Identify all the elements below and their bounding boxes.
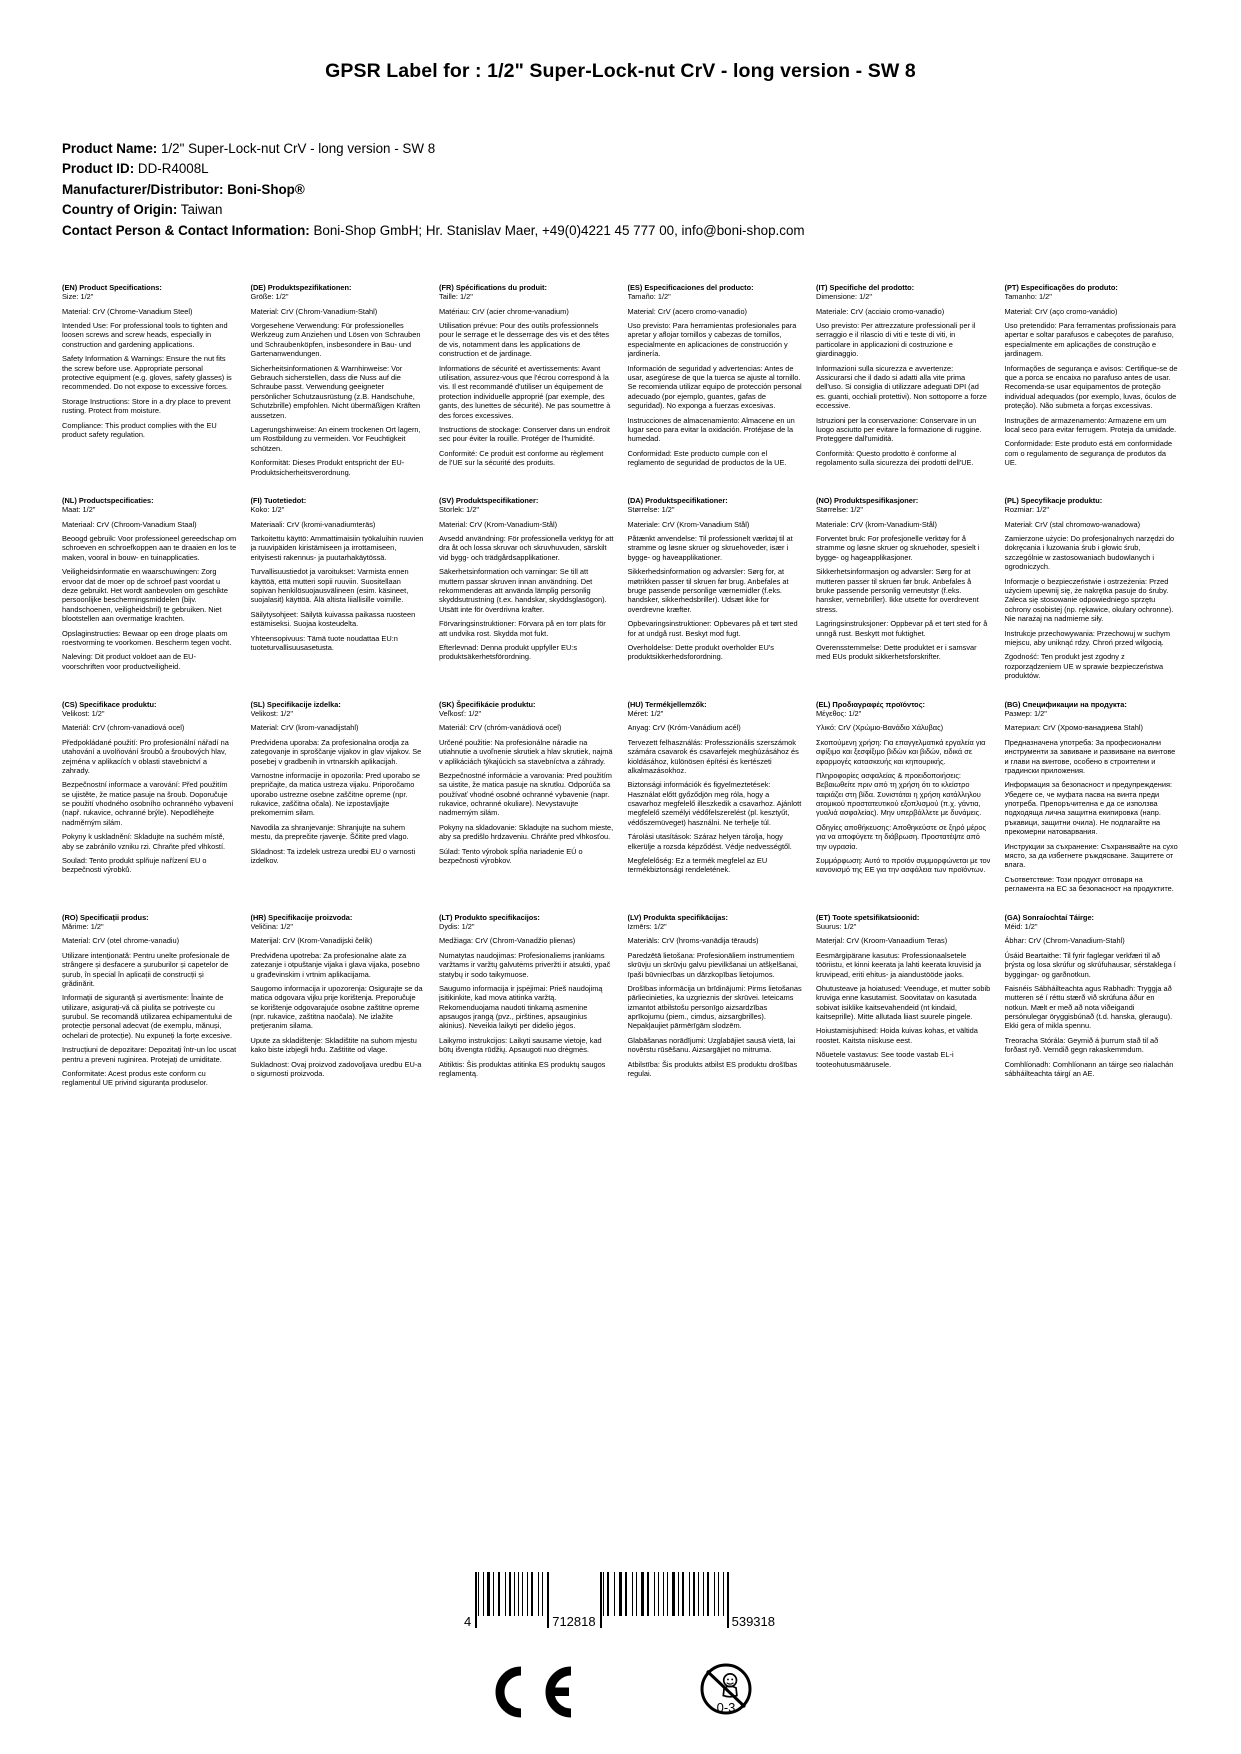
spec-paragraph: Material: CrV (otel chrome-vanadiu) (62, 936, 180, 946)
spec-paragraph: Размер: 1/2" (1004, 708, 1047, 718)
spec-paragraph: Информация за безопасност и предупреждения: Убедете се, че муфата пасва на винта преди употреба. Препоръчителна е да се използва подходяща лична защитна екипировка (напр. ръкавици, защитни очила). Не подлагайте на прекомерни натоварвания. (1004, 780, 1173, 837)
spec-block-header: (FR) Spécifications du produit: (439, 282, 547, 292)
spec-paragraph: Overholdelse: Dette produkt overholder EU's produktsikkerhedsforordning. (627, 642, 774, 662)
spec-paragraph: Uso pretendido: Para ferramentas profissionais para apertar e soltar parafusos e cabeçotes de parafuso, especialmente em aplicações de construção e jardinagem. (1004, 321, 1176, 359)
spec-block (251, 913, 426, 1107)
spec-block (62, 496, 237, 700)
age-label: 0-3 (716, 1700, 735, 1715)
spec-paragraph: Atbilstība: Šis produkts atbilst ES produktu drošības regulai. (627, 1059, 798, 1079)
spec-block-header: (ET) Toote spetsifikatsioonid: (816, 912, 920, 922)
spec-paragraph: Koko: 1/2" (250, 505, 285, 515)
spec-block-header: (GA) Sonraíochtaí Táirge: (1004, 912, 1095, 922)
spec-paragraph: Utilisation prévue: Pour des outils professionnels pour le serrage et le desserrage des vis et des têtes de vis, notamment dans les applications de construction et de jardinage. (439, 321, 610, 359)
spec-paragraph: Material: CrV (krom-vanadijstahl) (250, 723, 359, 733)
spec-paragraph: Sikkerhetsinformasjon og advarsler: Sørg for at mutteren passer til skruen før bruk. Anbefales å bruke passende personlig verneutstyr (f.eks. hansker, vernebriller). Ikke utsette for overdrevent stress. (816, 567, 979, 614)
spec-paragraph: Materiaal: CrV (Chroom-Vanadium Staal) (62, 519, 197, 529)
spec-paragraph: Naleving: Dit product voldoet aan de EU-voorschriften voor productveiligheid. (62, 652, 196, 671)
spec-paragraph: Säkerhetsinformation och varningar: Se till att muttern passar skruven innan användning. Det rekommenderas att använda lämplig personlig skyddsutrustning (t.ex. handskar, skyddsglasögon). Utsätt inte för överdrivna krafter. (439, 567, 607, 614)
product-id-label: Product ID: (62, 161, 135, 177)
spec-paragraph: Předpokládané použití: Pro profesionální nářadí na utahování a uvolňování šroubů a šroubových hlav, zejména v aplikacích v oblasti stavebnictví a zahrady. (62, 737, 229, 775)
spec-paragraph: Tarkoitettu käyttö: Ammattimaisiin työkaluihin ruuvien ja ruuvipäiden kiristämiseen ja irrottamiseen, erityisesti rakennus- ja puutarhakäytössä. (250, 534, 424, 562)
spec-block (1005, 700, 1180, 913)
spec-paragraph: Saugomo informacija ir upozorenja: Osigurajte se da matica odgovara vijku prije korištenja. Preporučuje se korištenje odgovarajuće osobne zaštitne opreme (npr. rukavice, zaštitna naočala). Ne izlažite pretjeranim silama. (250, 983, 423, 1031)
spec-block (628, 913, 803, 1107)
spec-paragraph: Numatytas naudojimas: Profesionaliems įrankiams varžtams ir varžtų galvutėms priveržti ir atsukti, ypač statybų ir sodo taikymuose. (439, 950, 611, 979)
spec-block-header: (IT) Specifiche del prodotto: (816, 282, 915, 292)
product-name-label: Product Name: (62, 141, 158, 156)
spec-paragraph: Material: CrV (Chrome-Vanadium Steel) (62, 306, 193, 316)
spec-block-header: (DA) Produktspecifikationer: (627, 495, 728, 505)
spec-paragraph: Σκοπούμενη χρήση: Για επαγγελματικά εργαλεία για σφίξιμο και ξεσφίξιμο βιδών και βιδών, ειδικά σε εφαρμογές κατασκευής και κηπουρικής. (816, 737, 986, 766)
spec-paragraph: Storlek: 1/2" (439, 505, 480, 515)
spec-paragraph: Laikymo instrukcijos: Laikyti sausame vietoje, kad būtų išvengta rūdžių. Apsaugoti nuo drėgmės. (439, 1035, 602, 1055)
spec-block-header: (PL) Specyfikacje produktu: (1004, 495, 1103, 505)
spec-paragraph: Conformità: Questo prodotto è conforme al regolamento sulla sicurezza dei prodotti dell'UE. (816, 448, 974, 468)
spec-paragraph: Matériau: CrV (acier chrome-vanadium) (439, 306, 569, 316)
barcode-group-right: 539318 (731, 1614, 775, 1629)
spec-paragraph: Материал: CrV (Хромо-ванадиева Stahl) (1004, 723, 1143, 733)
spec-paragraph: Size: 1/2" (62, 292, 94, 302)
barcode-lead-digit: 4 (463, 1614, 472, 1629)
barcode-area (0, 1570, 1241, 1628)
spec-paragraph: Materiaali: CrV (kromi-vanadiumteräs) (250, 519, 376, 529)
spec-paragraph: Skladnost: Ta izdelek ustreza uredbi EU o varnosti izdelkov. (250, 846, 416, 866)
spec-paragraph: Tárolási utasítások: Száraz helyen tárolja, hogy elkerülje a rozsda képződést. Védje nedvességtől. (627, 832, 792, 851)
spec-paragraph: Avsedd användning: För professionella verktyg för att dra åt och lossa skruvar och skruvhuvuden, särskilt vid bygg- och trädgårdsapplikationer. (439, 534, 614, 562)
spec-paragraph: Hoiustamisjuhised: Hoida kuivas kohas, et vältida roostet. Kaitsta niiskuse eest. (816, 1026, 978, 1045)
meta-row-country (62, 200, 1179, 220)
spec-block-header: (SK) Špecifikácie produktu: (439, 699, 536, 709)
spec-block-header: (EL) Προδιαγραφές προϊόντος: (816, 699, 926, 709)
spec-paragraph: Turvallisuustiedot ja varoitukset: Varmista ennen käyttöä, että mutteri sopii ruuviin. Suositellaan sopivan henkilösuojausvälineen (esim. käsineet, suojalasit) käyttöä. Älä altista liiallisille voimille. (250, 567, 409, 605)
spec-paragraph: Πληροφορίες ασφαλείας & προειδοποιήσεις: Βεβαιωθείτε πριν από τη χρήση ότι το κλείστρο ταιριάζει στη βίδα. Συνιστάται η χρήση κατάλληλου ατομικού προστατευτικού εξοπλισμού (π.χ. γάντια, γυαλιά ασφαλείας). Μην υπερβάλλετε με δυνάμεις. (816, 770, 982, 818)
spec-paragraph: Materiale: CrV (Krom-Vanadium Stål) (627, 519, 750, 529)
spec-paragraph: Conformitate: Acest produs este conform cu reglamentul UE privind siguranța produselor. (62, 1069, 208, 1088)
spec-paragraph: Material: CrV (acero cromo-vanadio) (627, 306, 748, 316)
country-value: Taiwan (180, 202, 223, 218)
spec-paragraph: Instrucciones de almacenamiento: Almacene en un lugar seco para evitar la oxidación. Protéjase de la humedad. (627, 415, 795, 444)
spec-block-header: (NO) Produktspesifikasjoner: (816, 495, 919, 505)
spec-block (1005, 913, 1180, 1107)
spec-paragraph: Informations de sécurité et avertissements: Avant utilisation, assurez-vous que l'écrou correspond à la vis. Il est recommandé d'utiliser un équipement de protection individuelle approprié (par exemple, des gants, des lunettes de sécurité). Ne pas soumettre à des forces excessives. (439, 363, 611, 420)
spec-paragraph: Størrelse: 1/2" (627, 505, 675, 515)
spec-block (1005, 283, 1180, 496)
spec-paragraph: Οδηγίες αποθήκευσης: Αποθηκεύστε σε ξηρό μέρος για να αποφύγετε τη διάβρωση. Προστατέψτε από την υγρασία. (816, 822, 987, 851)
spec-paragraph: Bezpečnostné informácie a varovania: Pred použitím sa uistite, že matica pasuje na skrutku. Odporúča sa používať vhodné osobné ochranné vybavenie (napr. rukavice, ochranné okuliare). Nevystavujte nadmerným silám. (439, 770, 612, 818)
spec-paragraph: Materijal: CrV (Krom-Vanadijski čelik) (250, 936, 373, 946)
spec-paragraph: Nõuetele vastavus: See toode vastab EL-i tooteohutusmäärusele. (816, 1050, 954, 1069)
spec-paragraph: Varnostne informacije in opozorila: Pred uporabo se prepričajte, da matica ustreza vijaku. Priporočamo uporabo ustrezne osebne zaščitne opreme (npr. rukavice, zaščitna očala). Ne izpostavljajte prekomernim silam. (250, 770, 421, 818)
spec-paragraph: Størrelse: 1/2" (816, 505, 863, 515)
spec-paragraph: Treoracha Stórála: Geymið á þurrum stað til að forðast ryð. Verndið gegn rakaskemmdum. (1004, 1035, 1159, 1055)
spec-paragraph: Beoogd gebruik: Voor professioneel gereedschap om schroeven en schroefkoppen aan te draaien en los te maken, vooral in bouw- en tuinapplicaties. (62, 534, 237, 562)
spec-paragraph: Uso previsto: Per attrezzature professionali per il serraggio e il rilascio di viti e teste di viti, in particolare in applicazioni di costruzione e giardinaggio. (816, 321, 976, 359)
spec-paragraph: Lagerungshinweise: An einem trockenen Ort lagern, um Rostbildung zu vermeiden. Vor Feuchtigkeit schützen. (250, 424, 421, 453)
spec-paragraph: Yhteensopivuus: Tämä tuote noudattaa EU:n tuoteturvallisuusasetusta. (250, 633, 398, 652)
spec-paragraph: Forventet bruk: For profesjonelle verktøy for å stramme og løsne skruer og skruehoder, spesielt i bygge- og hageapplikasjoner. (816, 534, 980, 562)
spec-block-header: (HU) Termékjellemzők: (627, 699, 707, 709)
spec-block-header: (FI) Tuotetiedot: (250, 495, 307, 505)
spec-paragraph: Materiale: CrV (krom-Vanadium-Stål) (816, 519, 938, 529)
product-id-value: DD-R4008L (137, 161, 209, 177)
contact-value: Boni-Shop GmbH; Hr. Stanislav Maer, +49(0)4221 45 777 00, info@boni-shop.com (313, 222, 805, 238)
spec-paragraph: Informações de segurança e avisos: Certifique-se de que a porca se encaixa no parafuso antes de usar. Recomenda-se usar equipamentos de proteção individual adequados (por exemplo, luvas, óculos de proteção). Não submeta a forças excessivas. (1004, 363, 1178, 411)
spec-block-header: (RO) Specificații produs: (62, 912, 149, 922)
spec-paragraph: Informații de siguranță și avertismente: Înainte de utilizare, asigurați-vă că piulița se potrivește cu șurubul. Se recomandă utilizarea echipamentului de protecție personal adecvat (de exemplu, mănuși, ochelari de protecție). Nu expuneți la forțe excesive. (62, 993, 233, 1040)
spec-block (439, 700, 614, 913)
spec-paragraph: Informazioni sulla sicurezza e avvertenze: Assicurarsi che il dado si adatti alla vite prima dell'uso. Si consiglia di utilizzare adeguati DPI (ad es. guanti, occhiali protettivi). Non sottoporre a forze eccessive. (816, 363, 987, 411)
spec-paragraph: Mărime: 1/2" (62, 921, 104, 931)
spec-paragraph: Informacje o bezpieczeństwie i ostrzeżenia: Przed użyciem upewnij się, że nakrętka pasuje do śruby. Zaleca się stosowanie odpowiedniego sprzętu ochrony osobistej (np. rękawice, okulary ochronne). Nie narażaj na nadmierne siły. (1004, 576, 1174, 624)
spec-paragraph: Comhlíonadh: Comhlíonann an táirge seo rialachán sábháilteachta táirgí an AE. (1004, 1059, 1174, 1079)
spec-paragraph: Pokyny k uskladnění: Skladujte na suchém místě, aby se zabránilo vzniku rzi. Chraňte před vlhkostí. (62, 832, 226, 851)
spec-paragraph: Veiligheidsinformatie en waarschuwingen: Zorg ervoor dat de moer op de schroef past voordat u deze gebruikt. Het wordt aanbevolen om geschikte persoonlijke beschermingsmiddelen (bijv. handschoenen, veiligheidsbril) te gebruiken. Niet blootstellen aan overmatige krachten. (62, 567, 228, 624)
product-name-value: 1/2" Super-Lock-nut CrV - long version - SW 8 (160, 141, 436, 156)
spec-paragraph: Predvidena uporaba: Za profesionalna orodja za zategovanje in sproščanje vijakov in glav vijakov. Se posebej v gradbenih in vrtnarskih aplikacijah. (250, 737, 422, 766)
spec-block-header: (LV) Produkta specifikācijas: (627, 912, 728, 922)
spec-paragraph: Instruções de armazenamento: Armazene em um local seco para evitar ferrugem. Proteja da umidade. (1004, 415, 1177, 434)
ean13-barcode (462, 1570, 779, 1628)
spec-block-header: (EN) Product Specifications: (62, 282, 162, 292)
spec-paragraph: Storage Instructions: Store in a dry place to prevent rusting. Protect from moisture. (62, 396, 231, 416)
spec-paragraph: Opbevaringsinstruktioner: Opbevares på et tørt sted for at undgå rust. Beskyt mod fugt. (627, 619, 798, 638)
spec-paragraph: Rozmiar: 1/2" (1004, 505, 1050, 515)
spec-block (439, 496, 614, 700)
spec-paragraph: Μέγεθος: 1/2" (816, 708, 862, 718)
spec-paragraph: Materiāls: CrV (hroms-vanādija tērauds) (627, 936, 759, 946)
spec-paragraph: Opslaginstructies: Bewaar op een droge plaats om roestvorming te voorkomen. Bescherm tegen vocht. (62, 628, 232, 647)
spec-paragraph: Dydis: 1/2" (439, 921, 475, 931)
spec-paragraph: Drošības informācija un brīdinājumi: Pirms lietošanas pārliecinieties, ka uzgrieznis der skrūvei. Ieteicams izmantot atbilstošu personīgo aizsardzības aprīkojumu (piem., cimdus, aizsargbrilles). Nepakļaujiet pārmērīgām slodzēm. (627, 983, 802, 1031)
spec-paragraph: Información de seguridad y advertencias: Antes de usar, asegúrese de que la tuerca se ajuste al tornillo. Se recomienda utilizar equipo de protección personal adecuado (por ejemplo, guantes, gafas de seguridad). No exponga a fuerzas excesivas. (627, 363, 802, 411)
country-label: Country of Origin: (62, 202, 178, 218)
spec-paragraph: Conformidad: Este producto cumple con el reglamento de seguridad de productos de la UE. (627, 448, 787, 468)
spec-block-header: (SL) Specifikacije izdelka: (250, 699, 341, 709)
barcode-group-left: 712818 (552, 1614, 596, 1629)
spec-block (628, 283, 803, 496)
spec-paragraph: Material: CrV (Krom-Vanadium-Stål) (439, 519, 558, 529)
spec-paragraph: Méid: 1/2" (1004, 921, 1038, 931)
page-title: GPSR Label for : 1/2" Super-Lock-nut CrV - long version - SW 8 (325, 60, 916, 82)
spec-block (251, 496, 426, 700)
spec-paragraph: Compliance: This product complies with the EU product safety regulation. (62, 420, 217, 439)
spec-paragraph: Инструкции за съхранение: Съхранявайте на сухо място, за да избегнете ръждясване. Защитете от влага. (1004, 841, 1178, 870)
spec-block-header: (PT) Especificações do produto: (1004, 282, 1118, 292)
spec-paragraph: Saugumo informacija ir įspėjimai: Prieš naudojimą įsitikinkite, kad mova atitinka varžtą. Rekomenduojama naudoti tinkamą asmenine apsaugos įrangą (pvz., pirštines, apsauginius akinius). Neveikia laikyti per didelio jėgos. (439, 983, 603, 1031)
spec-paragraph: Utilizare intenționată: Pentru unelte profesionale de strângere și desfacere a șuruburilor și capetelor de șurub, în special în aplicații de construcții și grădinărit. (62, 950, 230, 988)
spec-block-header: (LT) Produkto specifikacijos: (439, 912, 540, 922)
spec-block-header: (SV) Produktspecifikationer: (439, 495, 539, 505)
spec-paragraph: Συμμόρφωση: Αυτό το προϊόν συμμορφώνεται με τον κανονισμό της ΕΕ για την ασφάλεια των προϊόντων. (816, 856, 991, 875)
spec-block (628, 496, 803, 700)
spec-block (1005, 496, 1180, 700)
spec-paragraph: Intended Use: For professional tools to tighten and loosen screws and screw heads, especially in construction and gardening applications. (62, 321, 228, 349)
spec-paragraph: Materiał: CrV (stal chromowo-wanadowa) (1004, 519, 1141, 529)
spec-paragraph: Paredzētā lietošana: Profesionāliem instrumentiem skrūvju un skrūvju galvu pievilkšanai un atšķelšanai, īpaši būvniecības un dārzkopības lietojumos. (627, 950, 798, 979)
meta-row-contact (62, 221, 1179, 241)
spec-paragraph: Instrukcje przechowywania: Przechowuj w suchym miejscu, aby uniknąć rdzy. Chroń przed wilgocią. (1004, 628, 1171, 647)
spec-block-header: (BG) Спецификации на продукта: (1004, 699, 1127, 709)
spec-paragraph: Säilytysohjeet: Säilytä kuivassa paikassa ruosteen estämiseksi. Suojaa kosteudelta. (250, 609, 416, 629)
age-warning-0-3-icon (695, 1662, 757, 1720)
spec-paragraph: Upute za skladištenje: Skladištite na suhom mjestu kako biste izbjegli hrđu. Zaštitite od vlage. (250, 1035, 417, 1055)
barcode-bars-middle (600, 1572, 730, 1628)
spec-block (439, 283, 614, 496)
spec-paragraph: Taille: 1/2" (439, 292, 473, 302)
spec-paragraph: Instructions de stockage: Conserver dans un endroit sec pour éviter la rouille. Protéger de l'humidité. (439, 424, 610, 444)
spec-paragraph: Velikost: 1/2" (62, 708, 105, 718)
spec-paragraph: Megfelelőség: Ez a termék megfelel az EU termékbiztonsági rendeletének. (627, 856, 768, 875)
spec-paragraph: Sikkerhedsinformation og advarsler: Sørg for, at møtrikken passer til skruen før brug. Anbefales at bruge passende personlige værnemidler (f.eks. handsker, sikkerhedsbriller). Udsæt ikke for overdrevne kræfter. (627, 567, 789, 614)
spec-paragraph: Eesmärgipärane kasutus: Professionaalsetele tööriistu, et kinni keerata ja lahti keerata kruvisid ja kruvipead, eriti ehitus- ja aiandustööde jaoks. (816, 950, 982, 979)
spec-paragraph: Υλικό: CrV (Χρώμιο-Βανάδιο Χάλυβας) (816, 723, 944, 733)
spec-paragraph: Overensstemmelse: Dette produktet er i samsvar med EUs produkt sikkerhetsforskrifter. (816, 642, 977, 662)
barcode-bars-left (475, 1572, 550, 1628)
spec-paragraph: Materiál: CrV (chróm-vanádiová ocel) (439, 723, 562, 733)
spec-block (62, 283, 237, 496)
spec-paragraph: Atitiktis: Šis produktas atitinka ES produktų saugos reglamentą. (439, 1059, 606, 1079)
spec-block (62, 700, 237, 913)
spec-paragraph: Veľkosť: 1/2" (439, 708, 482, 718)
contact-label: Contact Person & Contact Information: (62, 222, 310, 238)
spec-paragraph: Tamanho: 1/2" (1004, 292, 1052, 302)
meta-row-product-name (62, 139, 1179, 159)
spec-block-header: (DE) Produktspezifikationen: (250, 282, 352, 292)
spec-block-header: (ES) Especificaciones del producto: (627, 282, 754, 292)
spec-paragraph: Veličina: 1/2" (250, 921, 293, 931)
spec-paragraph: Vorgesehene Verwendung: Für professionelles Werkzeug zum Anziehen und Lösen von Schrauben und Schraubenköpfen, insbesondere in Bau- und Gartenanwendungen. (250, 321, 421, 359)
spec-paragraph: Conformidade: Este produto está em conformidade com o regulamento de segurança de produtos da UE. (1004, 439, 1173, 468)
spec-paragraph: Glabāšanas norādījumi: Uzglabājiet sausā vietā, lai novērstu rūsēšanu. Aizsargājiet no mitruma. (627, 1035, 796, 1055)
spec-paragraph: Méret: 1/2" (627, 708, 664, 718)
spec-paragraph: Tamaño: 1/2" (627, 292, 671, 302)
spec-paragraph: Påtænkt anvendelse: Til professionelt værktøj til at stramme og løsne skruer og skruehoveder, især i bygge- og haveapplikationer. (627, 534, 793, 562)
spec-block (816, 913, 991, 1107)
spec-paragraph: Tervezett felhasználás: Professzionális szerszámok számára csavarok és csavarfejek meghúzásához és kioldásához, különösen építési és kertészeti alkalmazásokhoz. (627, 737, 799, 775)
specifications-grid (62, 283, 1179, 1107)
spec-paragraph: Faisnéis Sábháilteachta agus Rabhadh: Tryggja að mutteren sé í réttu stærð við skrúfuna áður en notkun. Mælt er með að nota viðeigandi persónulegar öryggisbúnað (t.d. hanska, gleraugu). Ekki gera of mikla spennu. (1004, 983, 1173, 1031)
manufacturer-value: Boni-Shop® (227, 181, 305, 197)
spec-paragraph: Materjal: CrV (Kroom-Vanaadium Teras) (816, 936, 948, 946)
spec-paragraph: Efterlevnad: Denna produkt uppfyller EU:s produktsäkerhetsförordning. (439, 642, 578, 662)
spec-paragraph: Navodila za shranjevanje: Shranjujte na suhem mestu, da preprečite rjavenje. Ščitite pred vlago. (250, 822, 409, 842)
compliance-marks (0, 1662, 1241, 1720)
spec-block (816, 496, 991, 700)
spec-paragraph: Predviđena upotreba: Za profesionalne alate za zatezanje i otpuštanje vijaka i glava vijaka, posebno u građevinskim i vrtnim aplikacijama. (250, 950, 420, 979)
spec-paragraph: Materiál: CrV (chrom-vanadiová ocel) (62, 723, 185, 733)
spec-paragraph: Určené použitie: Na profesionálne náradie na utiahnutie a uvoľnenie skrutiek a hlav skrutiek, najmä v aplikáciách týkajúcich sa stavebníctva a záhrady. (439, 737, 613, 766)
spec-paragraph: Súlad: Tento výrobok spĺňa nariadenie EÚ o bezpečnosti výrobkov. (439, 846, 583, 866)
spec-paragraph: Förvaringsinstruktioner: Förvara på en torr plats för att undvika rost. Skydda mot fukt. (439, 619, 606, 638)
spec-paragraph: Größe: 1/2" (250, 292, 289, 302)
spec-block (439, 913, 614, 1107)
spec-paragraph: Ohutusteave ja hoiatused: Veenduge, et mutter sobib kruviga enne kasutamist. Soovitatav on kasutada sobivat isiklike kaitsevahendeid (nt kindaid, kaitseprille). Mitte allutada liiast suurele pingele. (816, 983, 991, 1022)
spec-block (816, 700, 991, 913)
manufacturer-label: Manufacturer/Distributor: (62, 181, 224, 197)
product-meta (62, 139, 1179, 241)
spec-paragraph: Съответствие: Този продукт отговаря на регламента на ЕС за безопасност на продуктите. (1004, 874, 1174, 894)
spec-paragraph: Lagringsinstruksjoner: Oppbevar på et tørt sted for å unngå rust. Beskytt mot fuktighet. (816, 619, 988, 638)
spec-block (251, 283, 426, 496)
spec-paragraph: Material: CrV (aço cromo-vanádio) (1004, 306, 1118, 316)
spec-paragraph: Sukladnost: Ovaj proizvod zadovoljava uredbu EU-a o sigurnosti proizvoda. (250, 1059, 422, 1079)
spec-block-header: (HR) Specifikacije proizvoda: (250, 912, 353, 922)
spec-paragraph: Úsáid Beartaithe: Til fyrir faglegar verkfæri til að þrýsta og losa skrúfur og skrúfuhausar, sérstaklega í byggingar- og garðnotkun. (1004, 950, 1176, 979)
spec-paragraph: Pokyny na skladovanie: Skladujte na suchom mieste, aby sa predišlo hrdzaveniu. Chráňte pred vlhkosťou. (439, 822, 614, 842)
spec-paragraph: Maat: 1/2" (62, 505, 96, 515)
spec-paragraph: Materiale: CrV (acciaio cromo-vanadio) (816, 306, 945, 316)
spec-paragraph: Zgodność: Ten produkt jest zgodny z rozporządzeniem UE w sprawie bezpieczeństwa produktów. (1004, 652, 1164, 681)
spec-paragraph: Konformität: Dieses Produkt entspricht der EU-Produktsicherheitsverordnung. (250, 458, 405, 477)
spec-paragraph: Material: CrV (Chrom-Vanadium-Stahl) (250, 306, 378, 316)
spec-block (251, 700, 426, 913)
spec-block (816, 283, 991, 496)
spec-paragraph: Ábhar: CrV (Chrom-Vanadium-Stahl) (1004, 936, 1125, 946)
spec-paragraph: Uso previsto: Para herramientas profesionales para apretar y aflojar tornillos y cabezas de tornillos, especialmente en aplicaciones de construcción y jardinería. (627, 321, 797, 359)
spec-paragraph: Conformité: Ce produit est conforme au règlement de l'UE sur la sécurité des produits. (439, 448, 604, 468)
spec-paragraph: Dimensione: 1/2" (816, 292, 873, 302)
spec-paragraph: Medžiaga: CrV (Chrom-Vanadžio plienas) (439, 936, 576, 946)
spec-paragraph: Предназначена употреба: За професионални инструменти за завиване и развиване на винтове и глави на винтове, особено в строителни и градински приложения. (1004, 737, 1176, 775)
spec-paragraph: Suurus: 1/2" (816, 921, 857, 931)
spec-paragraph: Soulad: Tento produkt splňuje nařízení EU o bezpečnosti výrobků. (62, 856, 207, 875)
spec-block (628, 700, 803, 913)
spec-paragraph: Biztonsági információk és figyelmeztetések: Használat előtt győződjön meg róla, hogy a csavarhoz megfelelő illeszkedik a csavarhoz. Ajánlott megfelelő személyi védőfelszerelést (pl. kesztyűt, védőszemüveget) használni. Ne terhelje túl. (627, 780, 802, 827)
spec-paragraph: Anyag: CrV (Króm-Vanádium acél) (627, 723, 741, 733)
meta-row-product-id (62, 159, 1179, 179)
spec-paragraph: Safety Information & Warnings: Ensure the nut fits the screw before use. Appropriate personal protective equipment (e.g. gloves, safety glasses) is recommended. Do not expose to excessive forces. (62, 354, 232, 392)
spec-paragraph: Izmērs: 1/2" (627, 921, 667, 931)
spec-paragraph: Bezpečnostní informace a varování: Před použitím se ujistěte, že matice pasuje na šroub. Doporučuje se použití vhodného osobního ochranného vybavení (např. rukavice, ochranné brýle). Nepodléhejte nadměrným silám. (62, 780, 234, 827)
spec-paragraph: Istruzioni per la conservazione: Conservare in un luogo asciutto per evitare la formazione di ruggine. Proteggere dall'umidità. (816, 415, 982, 444)
meta-row-manufacturer (62, 180, 1179, 200)
spec-paragraph: Sicherheitsinformationen & Warnhinweise: Vor Gebrauch sicherstellen, dass die Nuss auf die Schraube passt. Verwendung geeigneter persönlicher Schutzausrüstung (z.B. Handschuhe, Schutzbrille) empfohlen. Nicht übermäßigen Kräften aussetzen. (250, 363, 421, 420)
spec-paragraph: Velikost: 1/2" (250, 708, 293, 718)
spec-block (62, 913, 237, 1107)
spec-paragraph: Zamierzone użycie: Do profesjonalnych narzędzi do dokręcania i luzowania śrub i głowic śrub, szczególnie w zastosowaniach budowlanych i ogrodniczych. (1004, 534, 1175, 572)
ce-mark-icon (485, 1666, 577, 1716)
spec-block-header: (CS) Specifikace produktu: (62, 699, 157, 709)
spec-paragraph: Instrucțiuni de depozitare: Depozitați într-un loc uscat pentru a preveni ruginirea. Protejați de umiditate. (62, 1045, 237, 1064)
spec-block-header: (NL) Productspecificaties: (62, 495, 154, 505)
